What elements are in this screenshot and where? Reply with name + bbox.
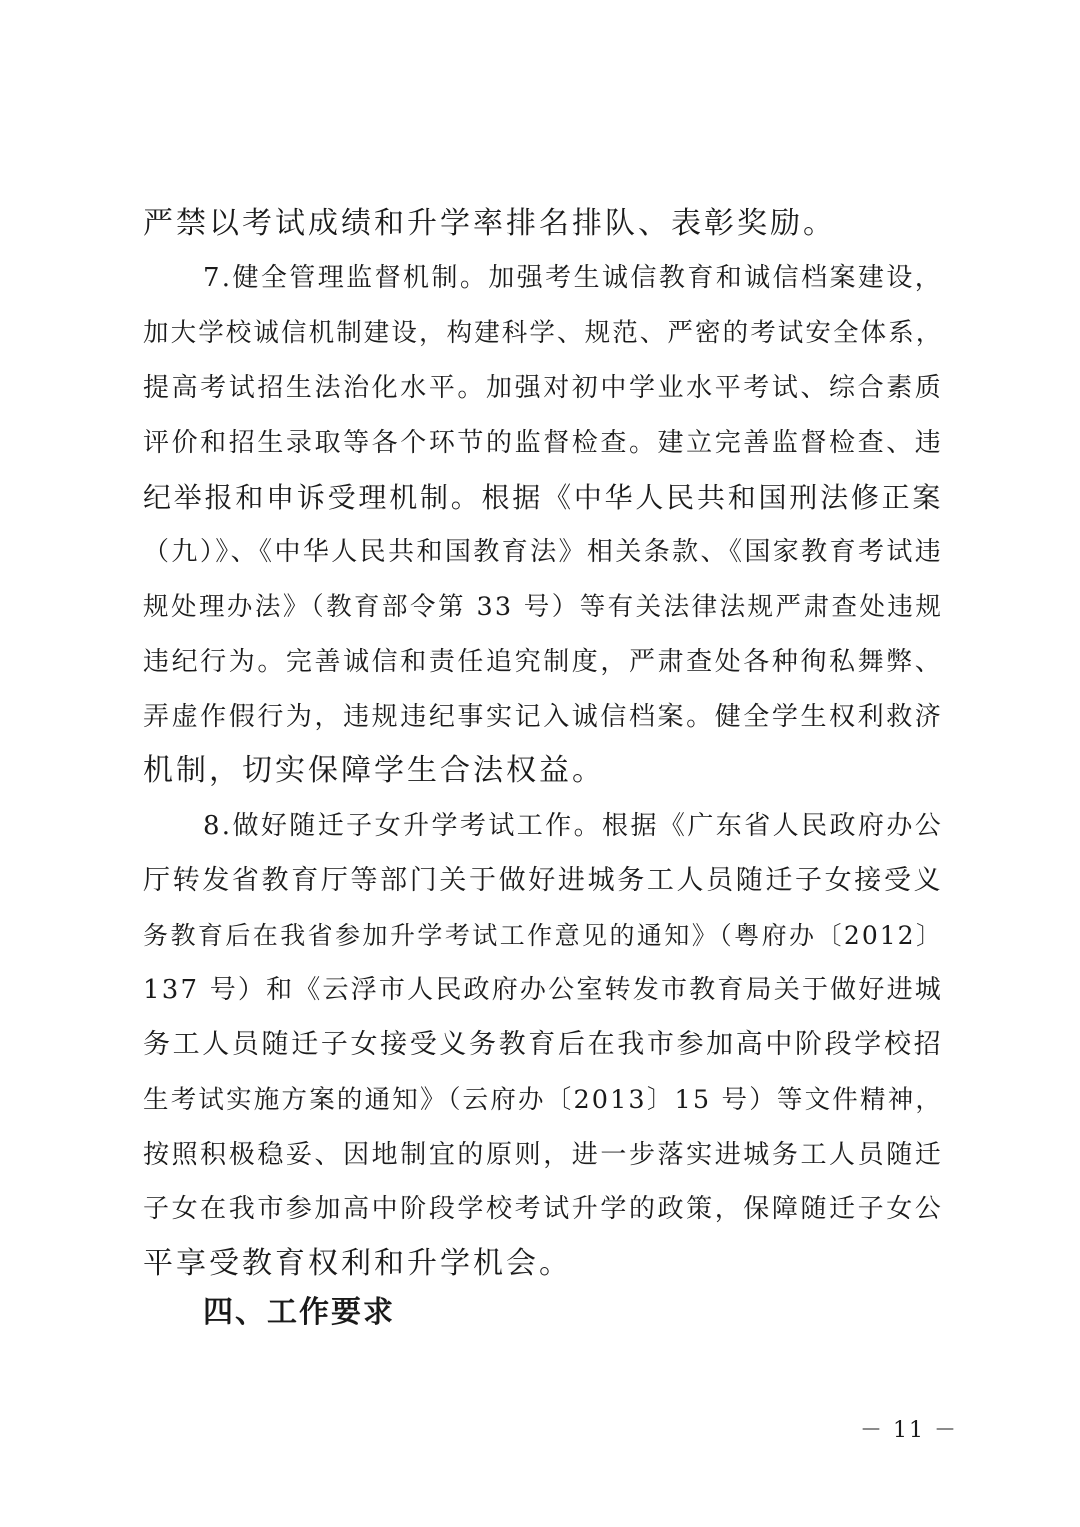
text-line: 7.健全管理监督机制。加强考生诚信教育和诚信档案建设， (203, 263, 943, 293)
page-number: － 11 － (860, 1418, 958, 1443)
text-line: 评价和招生录取等各个环节的监督检查。建立完善监督检查、违 (143, 428, 943, 458)
text-line: 加大学校诚信机制建设，构建科学、规范、严密的考试安全体系， (143, 318, 944, 348)
text-line: 规处理办法》（教育部令第 33 号）等有关法律法规严肃查处违规 (143, 592, 943, 622)
text-line: 按照积极稳妥、因地制宜的原则，进一步落实进城务工人员随迁 (143, 1140, 943, 1170)
text-line: 务工人员随迁子女接受义务教育后在我市参加高中阶段学校招 (143, 1029, 943, 1060)
text-line: 子女在我市参加高中阶段学校考试升学的政策，保障随迁子女公 (143, 1194, 943, 1224)
text-line: 严禁以考试成绩和升学率排名排队、表彰奖励。 (143, 206, 836, 241)
text-line: 8.做好随迁子女升学考试工作。根据《广东省人民政府办公 (203, 811, 943, 841)
text-line: 厅转发省教育厅等部门关于做好进城务工人员随迁子女接受义 (143, 865, 943, 896)
text-line: 纪举报和申诉受理机制。根据《中华人民共和国刑法修正案 (143, 481, 943, 514)
text-line: 提高考试招生法治化水平。加强对初中学业水平考试、综合素质 (143, 373, 943, 403)
text-line: 违纪行为。完善诚信和责任追究制度，严肃查处各种徇私舞弊、 (143, 647, 943, 677)
text-line: 生考试实施方案的通知》（云府办〔2013〕15 号）等文件精神， (143, 1085, 943, 1115)
text-line: 弄虚作假行为，违规违纪事实记入诚信档案。健全学生权利救济 (143, 702, 943, 732)
text-line: 务教育后在我省参加升学考试工作意见的通知》（粤府办〔2012〕 (143, 921, 943, 950)
section-heading: 四、工作要求 (203, 1295, 395, 1330)
text-line: 机制，切实保障学生合法权益。 (143, 753, 605, 788)
text-line: 137 号）和《云浮市人民政府办公室转发市教育局关于做好进城 (143, 975, 943, 1005)
text-line: 平享受教育权利和升学机会。 (143, 1246, 572, 1281)
text-line: （九）》、《中华人民共和国教育法》相关条款、《国家教育考试违 (143, 537, 943, 567)
